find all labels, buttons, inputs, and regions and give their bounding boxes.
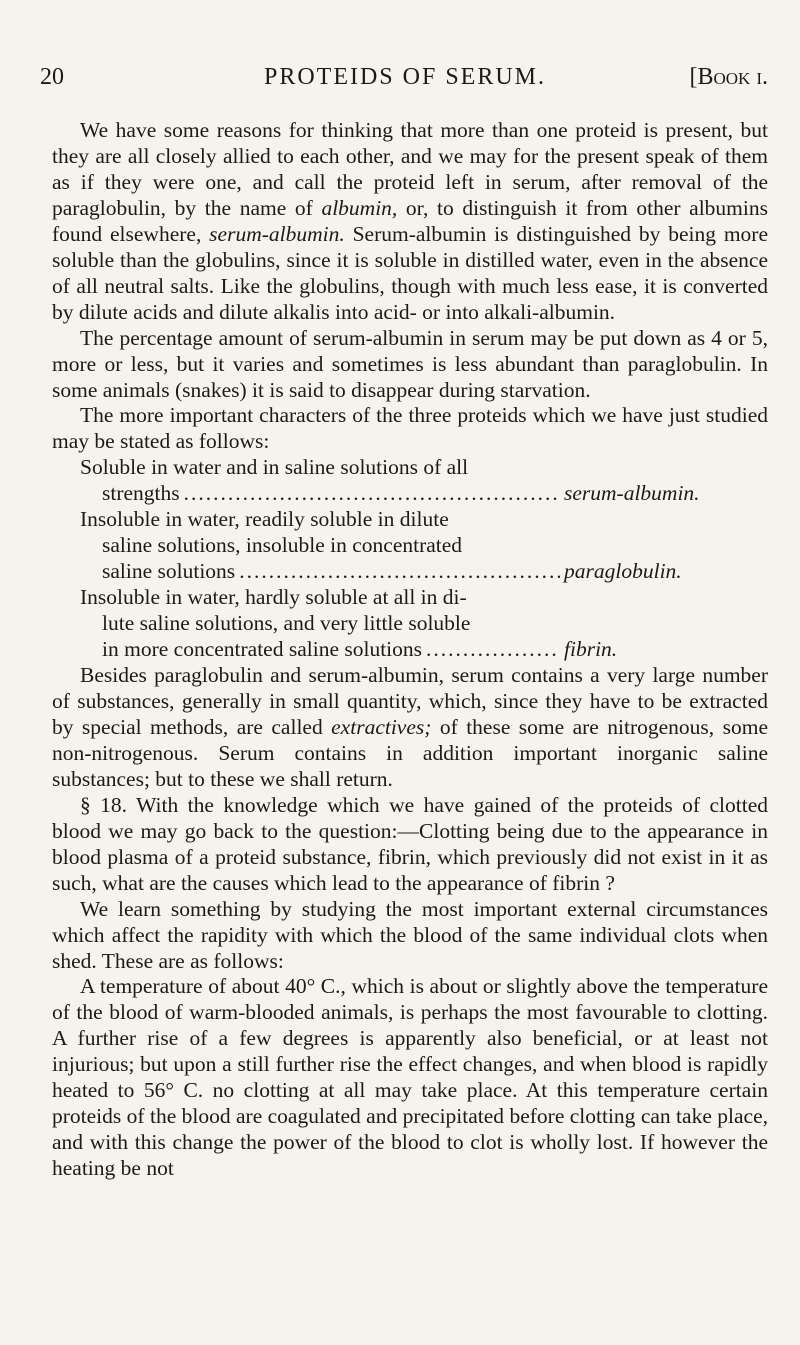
row-line: Soluble in water and in saline solutions of all <box>80 455 469 480</box>
table-row-serum-albumin <box>52 455 768 507</box>
running-title: PROTEIDS OF SERUM. <box>263 64 547 90</box>
table-row-fibrin <box>52 585 768 663</box>
text-run: Besides paraglobulin and serum-albumin, serum contains a very large number of substances, generally in small quantity, which, since they have to be extracted by special methods, are called <box>52 663 768 739</box>
term-serum-albumin: serum-albumin. <box>209 221 345 246</box>
row-line: Insoluble in water, hardly soluble at all in di- <box>80 585 467 610</box>
term-extractives: extractives; <box>331 714 432 739</box>
row-last-line <box>52 637 768 663</box>
row-line: strengths <box>102 481 180 506</box>
row-proteid: fibrin. <box>564 637 618 662</box>
text-run: or, to distinguish it from other albumins found elsewhere, <box>52 195 768 246</box>
text-run: of these some are nitrogenous, some non-nitrogenous. Serum contains in addition important inorganic saline substances; but to these we shall return. <box>52 714 768 791</box>
paragraph-temperature: A temperature of about 40° C., which is about or slightly above the temperature of the blood of warm-blooded animals, is perhaps the most favourable to clotting. A further rise of a few degrees is apparently also beneficial, or at least not injurious; but upon a still further rise the effect changes, and when blood is rapidly heated to 56° C. no clotting at all may take place. At this temperature certain proteids of the blood are coagulated and precipitated before clotting can take place, and with this change the power of the blood to clot is wholly lost. If however the heating be not <box>52 974 768 1181</box>
running-header <box>40 64 770 104</box>
table-row-paraglobulin <box>52 507 768 585</box>
dot-leader <box>184 481 560 507</box>
row-line: saline solutions <box>102 559 236 584</box>
paragraph-characters-intro: The more important characters of the three proteids which we have just studied may be stated as follows: <box>52 403 768 454</box>
body-text <box>52 118 768 1182</box>
text-run: With the knowledge which we have gained of the proteids of clotted blood we may go back to the question:—Clotting being due to the appearance in blood plasma of a proteid substance, fibrin, which previously did not exist in it as such, what are the causes which lead to the appearance of fibrin ? <box>52 792 768 895</box>
text-run: We have some reasons for thinking that more than one proteid is present, but they are all closely allied to each other, and we may for the present speak of them as if they were one, and call the proteid left in serum, after removal of the paraglobulin, by the name of <box>52 118 768 220</box>
row-line: Insoluble in water, readily soluble in dilute <box>80 507 449 532</box>
row-line: lute saline solutions, and very little soluble <box>102 611 471 636</box>
row-proteid: paraglobulin. <box>564 559 682 584</box>
term-albumin: albumin, <box>321 195 398 220</box>
text-run: Serum-albumin is distinguished by being more soluble than the globulins, since it is soluble in distilled water, even in the absence of all neutral salts. Like the globulins, though with much less ease, it is converted by dilute acids and dilute alkalis into acid- or into alkali-albumin. <box>52 221 768 324</box>
paragraph-section-18 <box>52 793 768 897</box>
characters-table <box>52 455 768 663</box>
paragraph-percentage: The percentage amount of serum-albumin in serum may be put down as 4 or 5, more or less, but it varies and sometimes is less abundant than paraglobulin. In some animals (snakes) it is said to disappear during starvation. <box>52 325 768 402</box>
paragraph-extractives <box>52 663 768 793</box>
book-reference: [Book i. <box>689 64 768 90</box>
row-line: in more concentrated saline solutions <box>102 637 423 662</box>
row-last-line <box>52 481 768 507</box>
dot-leader <box>239 559 560 585</box>
dot-leader <box>426 637 560 663</box>
paragraph-albumin <box>52 118 768 326</box>
paragraph-circumstances: We learn something by studying the most important external circumstances which affect the rapidity with which the blood of the same individual clots when shed. These are as follows: <box>52 896 768 973</box>
row-line: saline solutions, insoluble in concentrated <box>102 533 463 558</box>
page-number: 20 <box>40 64 64 90</box>
section-number: § 18. <box>80 792 128 817</box>
row-proteid: serum-albumin. <box>564 481 700 506</box>
row-last-line <box>52 559 768 585</box>
